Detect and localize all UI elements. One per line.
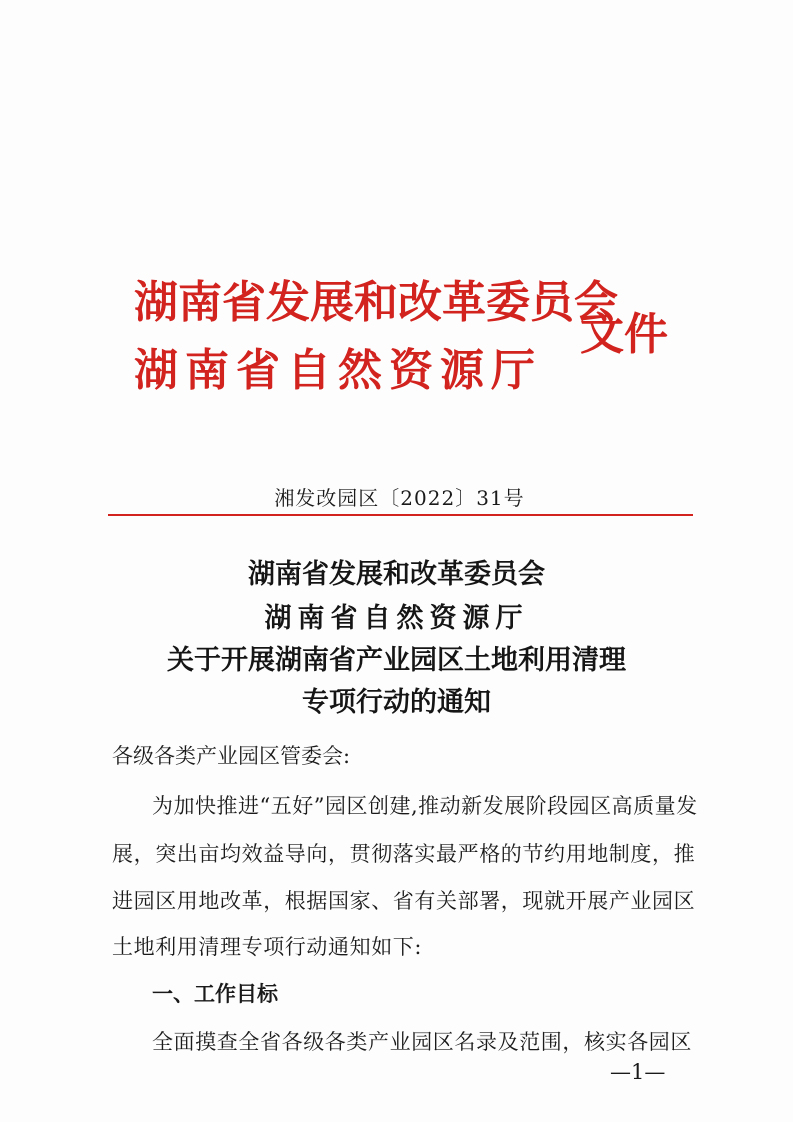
salutation: 各级各类产业园区管委会: <box>112 744 351 768</box>
document-number: 湘发改园区〔2022〕31号 <box>274 486 525 510</box>
letterhead-suffix: 文件 <box>580 309 668 360</box>
letterhead-org-line-1: 湖南省发展和改革委员会 <box>134 277 618 328</box>
title-line-3: 关于开展湖南省产业园区土地利用清理 <box>167 645 626 676</box>
section-1-heading: 一、工作目标 <box>152 982 278 1006</box>
paragraph-1-line-2: 展，突出亩均效益导向，贯彻落实最严格的节约用地制度，推 <box>112 842 696 866</box>
letterhead-org-line-2: 湖南省自然资源厅 <box>134 345 542 396</box>
title-line-2: 湖南省自然资源厅 <box>264 603 529 634</box>
paragraph-1-line-1: 为加快推进“五好”园区创建,推动新发展阶段园区高质量发 <box>152 794 698 818</box>
title-line-1: 湖南省发展和改革委员会 <box>248 559 545 590</box>
title-line-4: 专项行动的通知 <box>302 687 491 718</box>
paragraph-1-line-3: 进园区用地改革，根据国家、省有关部署，现就开展产业园区 <box>112 889 696 913</box>
page-number: —1— <box>610 1060 666 1084</box>
paragraph-1-line-4: 土地利用清理专项行动通知如下: <box>112 935 423 959</box>
paragraph-2-line-1: 全面摸查全省各级各类产业园区名录及范围，核实各园区 <box>152 1030 692 1054</box>
red-divider-line <box>108 514 693 516</box>
